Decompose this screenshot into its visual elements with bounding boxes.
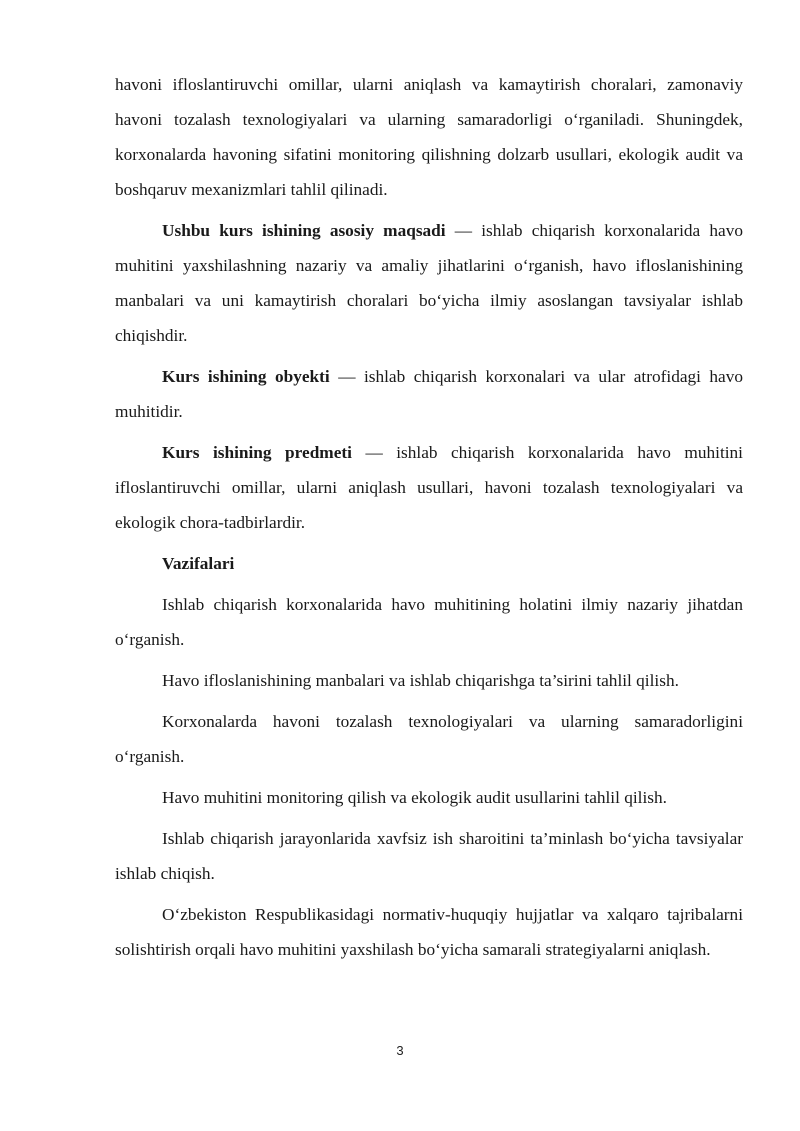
- object-paragraph: [115, 359, 743, 429]
- subject-label: Kurs ishining predmeti: [162, 443, 352, 462]
- subject-paragraph: [115, 435, 743, 540]
- task-item: Havo muhitini monitoring qilish va ekologik audit usullarini tahlil qilish.: [162, 788, 667, 807]
- document-page: [115, 67, 743, 973]
- object-text: — ishlab chiqarish korxonalari va ular atrofidagi havo muhitidir.: [115, 367, 744, 421]
- goal-text: — ishlab chiqarish korxonalarida havo muhitini yaxshilashning nazariy va amaliy jihatlarini o‘rganish, havo ifloslanishining manbalari va uni kamaytirish choralari bo‘yicha ilmiy asoslangan tavsiyalar ishlab chiqishdir.: [115, 221, 743, 345]
- task-item: Korxonalarda havoni tozalash texnologiyalari va ularning samaradorligini o‘rganish.: [115, 712, 743, 766]
- object-label: Kurs ishining obyekti: [162, 367, 330, 386]
- goal-label: Ushbu kurs ishining asosiy maqsadi: [162, 221, 446, 240]
- goal-paragraph: [115, 213, 743, 353]
- task-item: O‘zbekiston Respublikasidagi normativ-huquqiy hujjatlar va xalqaro tajribalarni solishtirish orqali havo muhitini yaxshilash bo‘yicha samarali strategiyalarni aniqlash.: [115, 905, 743, 959]
- task-item: Ishlab chiqarish jarayonlarida xavfsiz ish sharoitini ta’minlash bo‘yicha tavsiyalar ishlab chiqish.: [115, 829, 743, 883]
- page-number: 3: [396, 1043, 404, 1058]
- tasks-heading: Vazifalari: [162, 554, 235, 573]
- subject-text: — ishlab chiqarish korxonalarida havo muhitini ifloslantiruvchi omillar, ularni aniqlash usullari, havoni tozalash texnologiyalari va ekologik chora-tadbirlardir.: [115, 443, 743, 532]
- task-item: Ishlab chiqarish korxonalarida havo muhitining holatini ilmiy nazariy jihatdan o‘rganish.: [115, 595, 743, 649]
- task-item: Havo ifloslanishining manbalari va ishlab chiqarishga ta’sirini tahlil qilish.: [162, 671, 679, 690]
- intro-paragraph: havoni ifloslantiruvchi omillar, ularni aniqlash va kamaytirish choralari, zamonaviy havoni tozalash texnologiyalari va ularning samaradorligi o‘rganiladi. Shuningdek, korxonalarda havoning sifatini monitoring qilishning dolzarb usullari, ekologik audit va boshqaruv mexanizmlari tahlil qilinadi.: [115, 75, 743, 199]
